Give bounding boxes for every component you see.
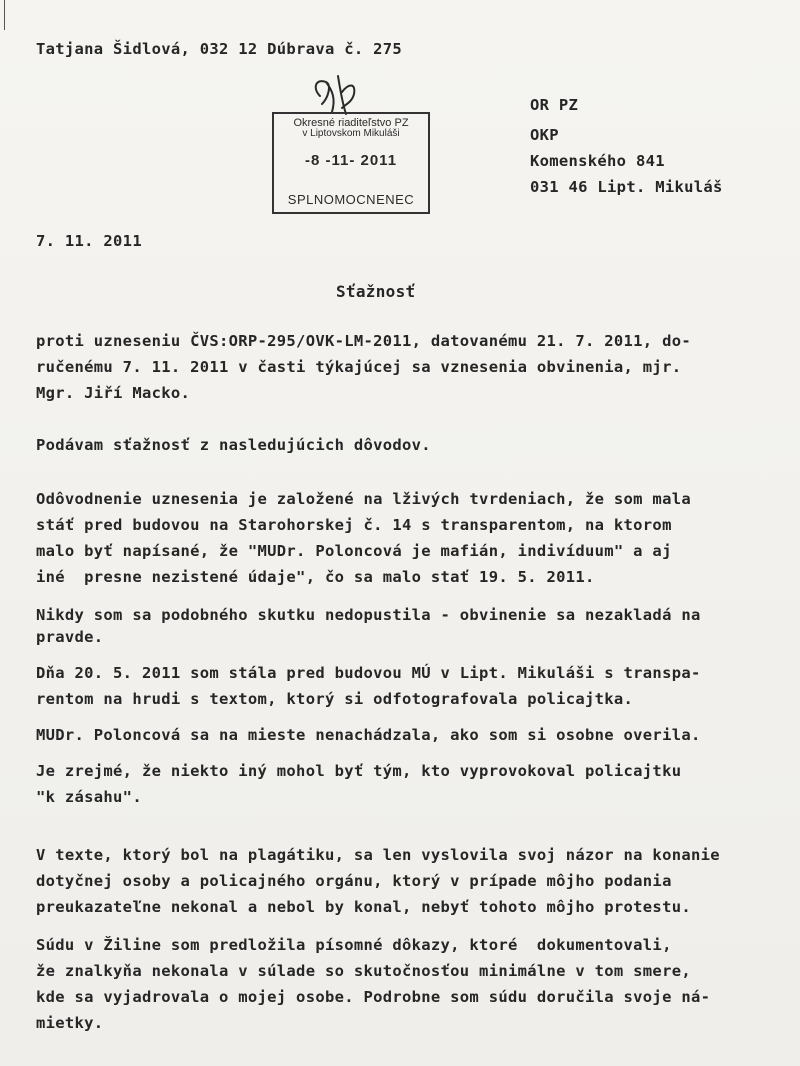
body-line: Súdu v Žiline som predložila písomné dôkazy, ktoré dokumentovali, <box>36 936 672 954</box>
body-line: kde sa vyjadrovala o mojej osobe. Podrobne som súdu doručila svoje ná- <box>36 988 711 1006</box>
body-line: pravde. <box>36 628 104 646</box>
stamp-role: SPLNOMOCNENEC <box>287 192 415 207</box>
stamp-office-line1: Okresné riaditeľstvo PZ <box>293 117 409 129</box>
recipient-line1: OR PZ <box>530 96 579 114</box>
recipient-line4: 031 46 Lipt. Mikuláš <box>530 178 723 196</box>
body-line: stáť pred budovou na Starohorskej č. 14 s transparentom, na ktorom <box>36 516 672 534</box>
sender-line: Tatjana Šidlová, 032 12 Dúbrava č. 275 <box>36 40 403 58</box>
body-line: rentom na hrudi s textom, ktorý si odfotografovala policajtka. <box>36 690 634 708</box>
body-line: Mgr. Jiří Macko. <box>36 384 191 402</box>
letter-title: Sťažnosť <box>336 282 416 301</box>
recipient-line2: OKP <box>530 126 559 144</box>
body-line: MUDr. Poloncová sa na mieste nenachádzala, ako som si osobne overila. <box>36 726 701 744</box>
body-line: "k zásahu". <box>36 788 142 806</box>
body-line: Dňa 20. 5. 2011 som stála pred budovou MÚ v Lipt. Mikuláši s transpa- <box>36 664 701 682</box>
body-line: Je zrejmé, že niekto iný mohol byť tým, kto vyprovokoval policajtku <box>36 762 682 780</box>
body-line: preukazateľne nekonal a nebol by konal, nebyť tohoto môjho protestu. <box>36 898 691 916</box>
body-line: Odôvodnenie uznesenia je založené na lživých tvrdeniach, že som mala <box>36 490 691 508</box>
stamp-office-line2: v Liptovskom Mikuláši <box>302 128 400 139</box>
body-line: Nikdy som sa podobného skutku nedopustila - obvinenie sa nezakladá na <box>36 606 701 624</box>
body-line: ručenému 7. 11. 2011 v časti týkajúcej sa vznesenia obvinenia, mjr. <box>36 358 682 376</box>
body-line: Podávam sťažnosť z nasledujúcich dôvodov. <box>36 436 431 454</box>
official-stamp <box>272 112 430 214</box>
body-line: malo byť napísané, že "MUDr. Poloncová je mafián, indivíduum" a aj <box>36 542 672 560</box>
body-line: mietky. <box>36 1014 104 1032</box>
stamp-date: -8 -11- 2011 <box>304 152 398 169</box>
body-line: že znalkyňa nekonala v súlade so skutočnosťou minimálne v tom smere, <box>36 962 691 980</box>
body-line: iné presne nezistené údaje", čo sa malo stať 19. 5. 2011. <box>36 568 595 586</box>
margin-mark <box>4 0 5 30</box>
body-line: proti uzneseniu ČVS:ORP-295/OVK-LM-2011, datovanému 21. 7. 2011, do- <box>36 332 691 350</box>
recipient-line3: Komenského 841 <box>530 152 665 170</box>
body-line: V texte, ktorý bol na plagátiku, sa len vyslovila svoj názor na konanie <box>36 846 720 864</box>
letter-date: 7. 11. 2011 <box>36 232 142 250</box>
body-line: dotyčnej osoby a policajného orgánu, ktorý v prípade môjho podania <box>36 872 672 890</box>
